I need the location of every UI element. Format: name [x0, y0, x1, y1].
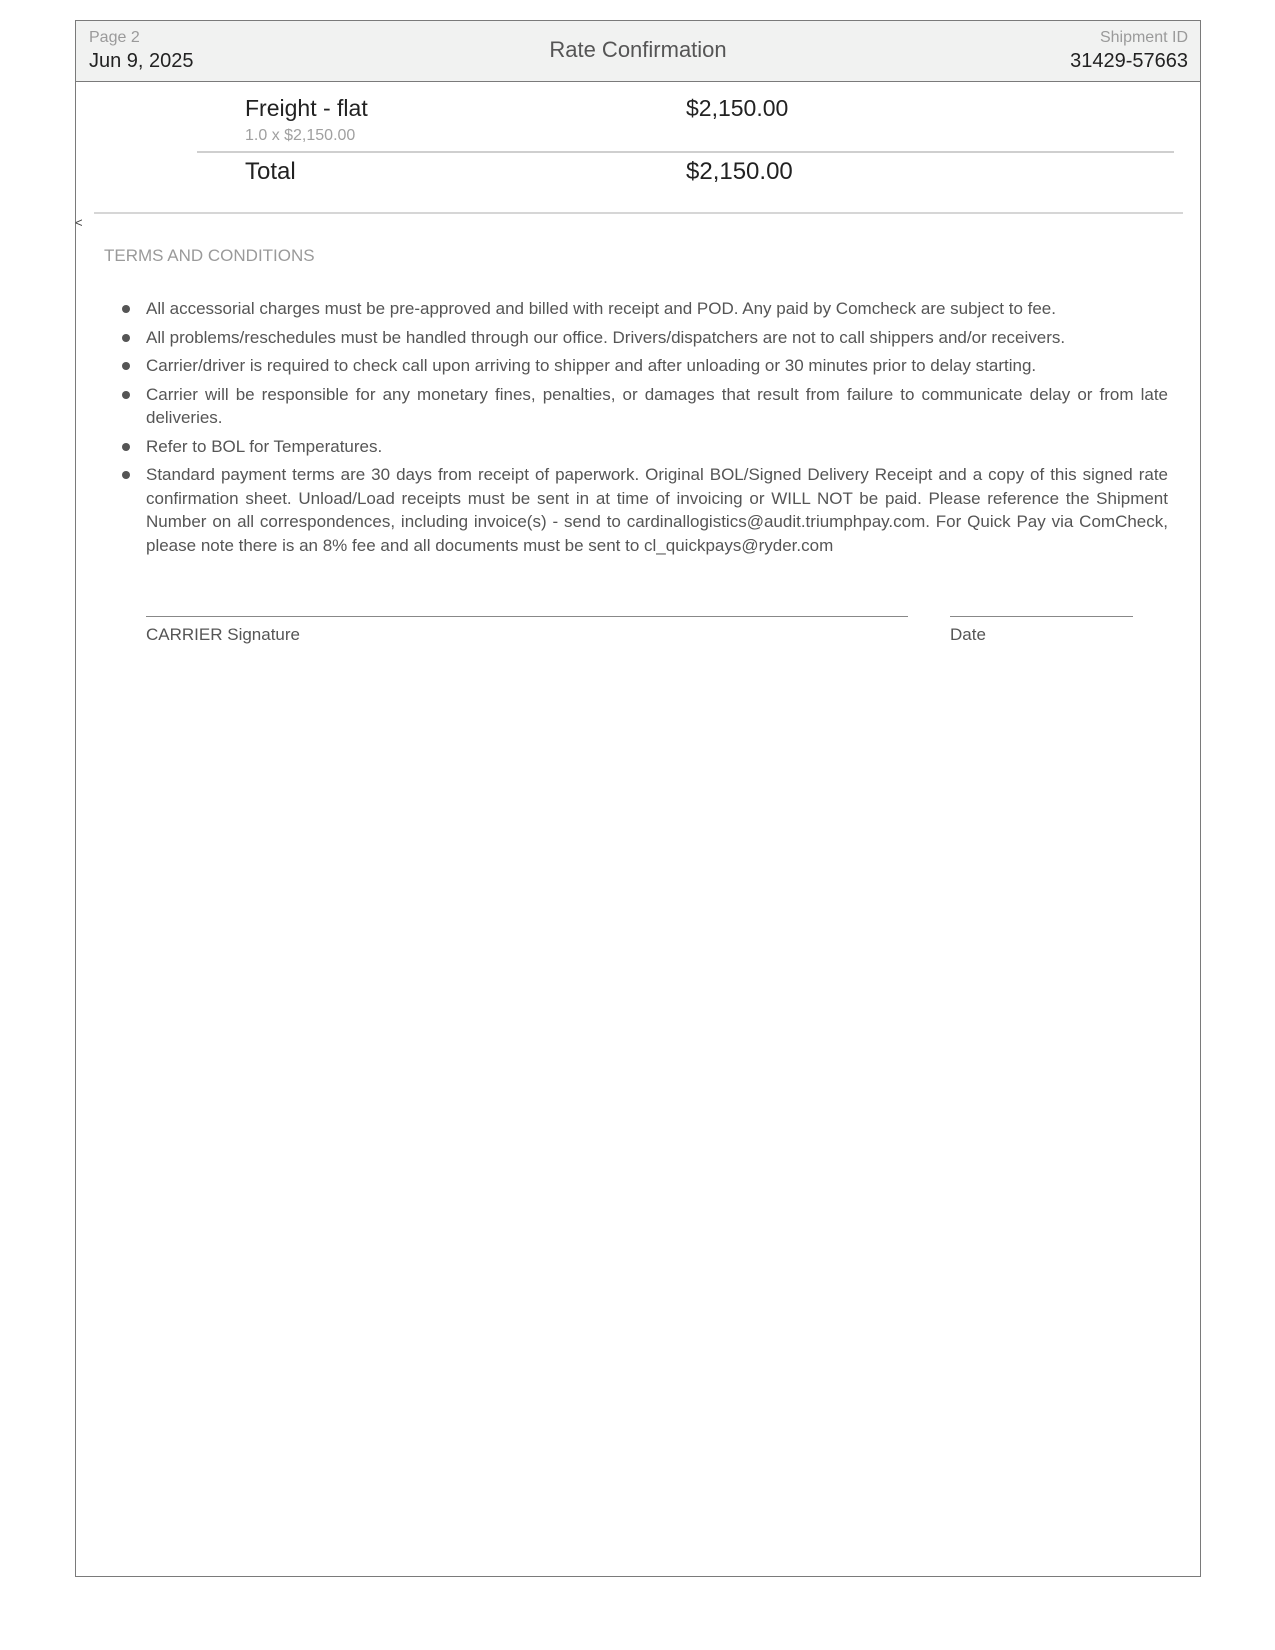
terms-item [146, 326, 1168, 350]
bullet-icon [122, 471, 130, 479]
bullet-icon [122, 391, 130, 399]
shipment-info [1070, 28, 1188, 74]
section-divider [94, 212, 1183, 214]
total-label: Total [245, 158, 296, 185]
terms-item-text: Refer to BOL for Temperatures. [146, 436, 383, 456]
terms-item [146, 463, 1168, 557]
total-divider [197, 151, 1174, 153]
line-item-amount: $2,150.00 [686, 95, 789, 121]
signature-date-line[interactable] [950, 616, 1133, 617]
terms-item [146, 354, 1168, 378]
shipment-id-value: 31429-57663 [1070, 50, 1188, 72]
terms-item [146, 435, 1168, 459]
bullet-icon [122, 443, 130, 451]
rate-confirmation-page [75, 20, 1201, 1577]
terms-item [146, 383, 1168, 430]
carrier-signature-label: CARRIER Signature [146, 625, 301, 644]
document-date: Jun 9, 2025 [89, 50, 194, 72]
page-header [76, 21, 1200, 82]
terms-item-text: Carrier/driver is required to check call upon arriving to shipper and after unloading or 30 minutes prior to delay starting. [146, 356, 1037, 375]
caret-glyph: < [75, 215, 83, 230]
terms-item-text: Carrier will be responsible for any monetary fines, penalties, or damages that result from failure to communicate delay or from late deliveries. [146, 384, 1168, 427]
terms-item [146, 297, 1168, 321]
document-title: Rate Confirmation [549, 37, 727, 62]
bullet-icon [122, 362, 130, 370]
line-item-detail: 1.0 x $2,150.00 [245, 127, 356, 144]
terms-heading: TERMS AND CONDITIONS [104, 246, 315, 265]
total-amount: $2,150.00 [686, 158, 793, 185]
terms-list [146, 297, 1168, 562]
line-item-name: Freight - flat [245, 95, 368, 121]
bullet-icon [122, 305, 130, 313]
bullet-icon [122, 334, 130, 342]
shipment-id-label: Shipment ID [1099, 29, 1188, 46]
terms-item-text: Standard payment terms are 30 days from receipt of paperwork. Original BOL/Signed Delivery Receipt and a copy of this signed rate confirmation sheet. Unload/Load receipts must be sent in at time of invoicing or WILL NOT be paid. Please reference the Shipment Number on all correspondences, including invoice(s) - send to cardinallogistics@audit.triumphpay.com. For Quick Pay via ComCheck, please note there is an 8% fee and all documents must be sent to cl_quickpays@ryder.com [146, 465, 1168, 555]
terms-item-text: All accessorial charges must be pre-approved and billed with receipt and POD. Any paid by Comcheck are subject to fee. [146, 299, 1056, 318]
terms-item-text: All problems/reschedules must be handled through our office. Drivers/dispatchers are not to call shippers and/or receivers. [146, 327, 1066, 347]
carrier-signature-line[interactable] [146, 616, 908, 617]
signature-date-label: Date [950, 625, 986, 644]
page-number: Page 2 [89, 29, 140, 46]
